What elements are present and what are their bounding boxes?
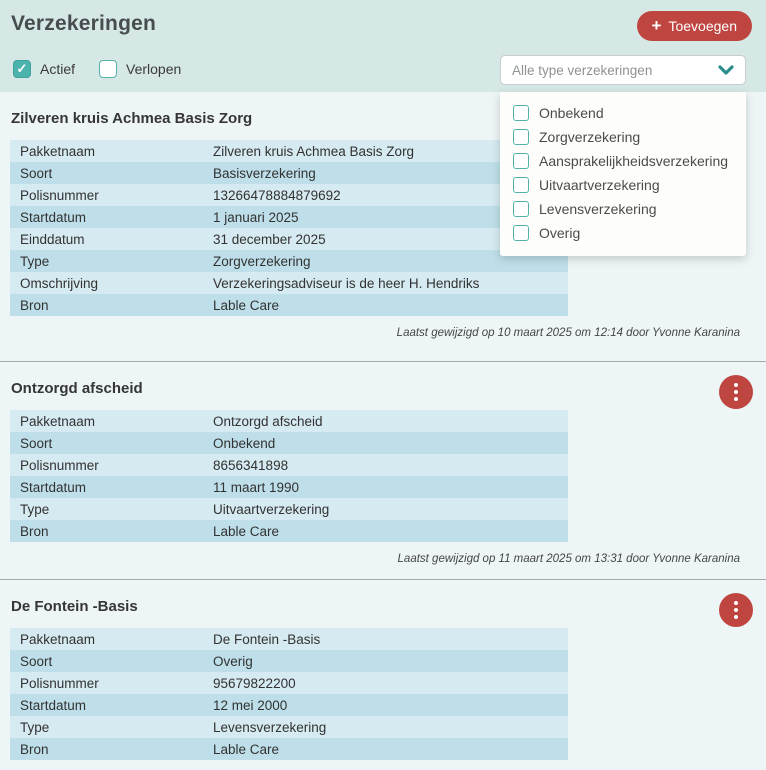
row-label: Type bbox=[20, 253, 50, 269]
row-label: Polisnummer bbox=[20, 457, 99, 473]
row-label: Omschrijving bbox=[20, 275, 99, 291]
row-value: Zorgverzekering bbox=[213, 253, 311, 269]
table-row bbox=[10, 628, 568, 650]
row-value: 11 maart 1990 bbox=[213, 479, 300, 495]
row-value: 1 januari 2025 bbox=[213, 209, 299, 225]
filter-actief[interactable] bbox=[13, 60, 75, 78]
card-menu-button[interactable] bbox=[719, 593, 753, 627]
page-header bbox=[0, 0, 766, 92]
row-label: Startdatum bbox=[20, 209, 87, 225]
type-filter-value: Alle type verzekeringen bbox=[512, 62, 653, 78]
card-menu-button[interactable] bbox=[719, 375, 753, 409]
option-label: Uitvaartverzekering bbox=[539, 177, 660, 193]
row-label: Pakketnaam bbox=[20, 143, 96, 159]
option-checkbox[interactable] bbox=[513, 105, 529, 121]
row-value: 12 mei 2000 bbox=[213, 697, 288, 713]
table-row bbox=[10, 162, 568, 184]
table-row bbox=[10, 650, 568, 672]
row-value: Lable Care bbox=[213, 297, 280, 313]
row-value: 31 december 2025 bbox=[213, 231, 326, 247]
table-row bbox=[10, 140, 568, 162]
dropdown-option[interactable] bbox=[500, 101, 746, 125]
dropdown-option[interactable] bbox=[500, 221, 746, 245]
option-checkbox[interactable] bbox=[513, 129, 529, 145]
row-value: 13266478884879692 bbox=[213, 187, 341, 203]
option-label: Overig bbox=[539, 225, 581, 241]
verlopen-checkbox[interactable] bbox=[99, 60, 117, 78]
row-value: De Fontein -Basis bbox=[213, 631, 321, 647]
option-label: Onbekend bbox=[539, 105, 604, 121]
add-insurance-button[interactable] bbox=[637, 11, 752, 41]
row-label: Soort bbox=[20, 435, 53, 451]
option-checkbox[interactable] bbox=[513, 153, 529, 169]
insurance-card bbox=[0, 362, 766, 580]
dropdown-option[interactable] bbox=[500, 125, 746, 149]
row-value: Zilveren kruis Achmea Basis Zorg bbox=[213, 143, 415, 159]
filter-label: Verlopen bbox=[126, 61, 182, 77]
plus-icon: + bbox=[651, 15, 662, 35]
table-row bbox=[10, 410, 568, 432]
kebab-dot bbox=[734, 608, 738, 612]
row-value: 95679822200 bbox=[213, 675, 296, 691]
filter-verlopen[interactable] bbox=[99, 60, 181, 78]
option-label: Zorgverzekering bbox=[539, 129, 641, 145]
card-table bbox=[10, 140, 568, 316]
kebab-dot bbox=[734, 601, 738, 605]
row-value: Levensverzekering bbox=[213, 719, 327, 735]
row-label: Bron bbox=[20, 297, 49, 313]
last-modified-text: Laatst gewijzigd op 11 maart 2025 om 13:31 door Yvonne Karanina bbox=[397, 553, 740, 565]
table-row bbox=[10, 250, 568, 272]
kebab-dot bbox=[734, 397, 738, 401]
table-row bbox=[10, 294, 568, 316]
row-value: Overig bbox=[213, 653, 253, 669]
dropdown-option[interactable] bbox=[500, 197, 746, 221]
row-value: Uitvaartverzekering bbox=[213, 501, 330, 517]
kebab-dot bbox=[734, 383, 738, 387]
row-label: Soort bbox=[20, 165, 53, 181]
dropdown-option[interactable] bbox=[500, 149, 746, 173]
row-value: Basisverzekering bbox=[213, 165, 316, 181]
row-label: Polisnummer bbox=[20, 675, 99, 691]
table-row bbox=[10, 454, 568, 476]
row-value: Verzekeringsadviseur is de heer H. Hendriks bbox=[213, 275, 480, 291]
kebab-dot bbox=[734, 390, 738, 394]
row-label: Type bbox=[20, 501, 50, 517]
row-label: Startdatum bbox=[20, 479, 87, 495]
row-value: 8656341898 bbox=[213, 457, 289, 473]
row-label: Einddatum bbox=[20, 231, 85, 247]
table-row bbox=[10, 716, 568, 738]
table-row bbox=[10, 498, 568, 520]
row-value: Lable Care bbox=[213, 741, 280, 757]
add-button-label: Toevoegen bbox=[668, 18, 737, 34]
row-label: Soort bbox=[20, 653, 53, 669]
actief-checkbox[interactable]: ✓ bbox=[13, 60, 31, 78]
card-title: De Fontein -Basis bbox=[11, 598, 138, 615]
table-row bbox=[10, 476, 568, 498]
option-checkbox[interactable] bbox=[513, 177, 529, 193]
status-filters bbox=[13, 60, 181, 78]
table-row bbox=[10, 694, 568, 716]
row-value: Onbekend bbox=[213, 435, 276, 451]
type-filter-dropdown bbox=[500, 92, 746, 256]
card-title: Zilveren kruis Achmea Basis Zorg bbox=[11, 110, 253, 127]
kebab-dot bbox=[734, 615, 738, 619]
row-label: Bron bbox=[20, 741, 49, 757]
table-row bbox=[10, 738, 568, 760]
option-checkbox[interactable] bbox=[513, 225, 529, 241]
row-value: Ontzorgd afscheid bbox=[213, 413, 323, 429]
row-label: Startdatum bbox=[20, 697, 87, 713]
card-table bbox=[10, 410, 568, 542]
filter-label: Actief bbox=[40, 61, 76, 77]
row-label: Pakketnaam bbox=[20, 413, 96, 429]
dropdown-option[interactable] bbox=[500, 173, 746, 197]
page-title: Verzekeringen bbox=[11, 12, 157, 35]
option-label: Levensverzekering bbox=[539, 201, 657, 217]
card-title: Ontzorgd afscheid bbox=[11, 380, 143, 397]
table-row bbox=[10, 228, 568, 250]
table-row bbox=[10, 432, 568, 454]
table-row bbox=[10, 206, 568, 228]
table-row bbox=[10, 272, 568, 294]
card-table bbox=[10, 628, 568, 760]
type-filter-select[interactable] bbox=[500, 55, 746, 85]
option-checkbox[interactable] bbox=[513, 201, 529, 217]
table-row bbox=[10, 520, 568, 542]
last-modified-text: Laatst gewijzigd op 10 maart 2025 om 12:14 door Yvonne Karanina bbox=[396, 327, 740, 339]
row-value: Lable Care bbox=[213, 523, 280, 539]
chevron-down-icon bbox=[718, 65, 734, 75]
row-label: Pakketnaam bbox=[20, 631, 96, 647]
row-label: Bron bbox=[20, 523, 49, 539]
table-row bbox=[10, 672, 568, 694]
table-row bbox=[10, 184, 568, 206]
row-label: Polisnummer bbox=[20, 187, 99, 203]
row-label: Type bbox=[20, 719, 50, 735]
insurance-card bbox=[0, 580, 766, 770]
option-label: Aansprakelijkheidsverzekering bbox=[539, 153, 729, 169]
